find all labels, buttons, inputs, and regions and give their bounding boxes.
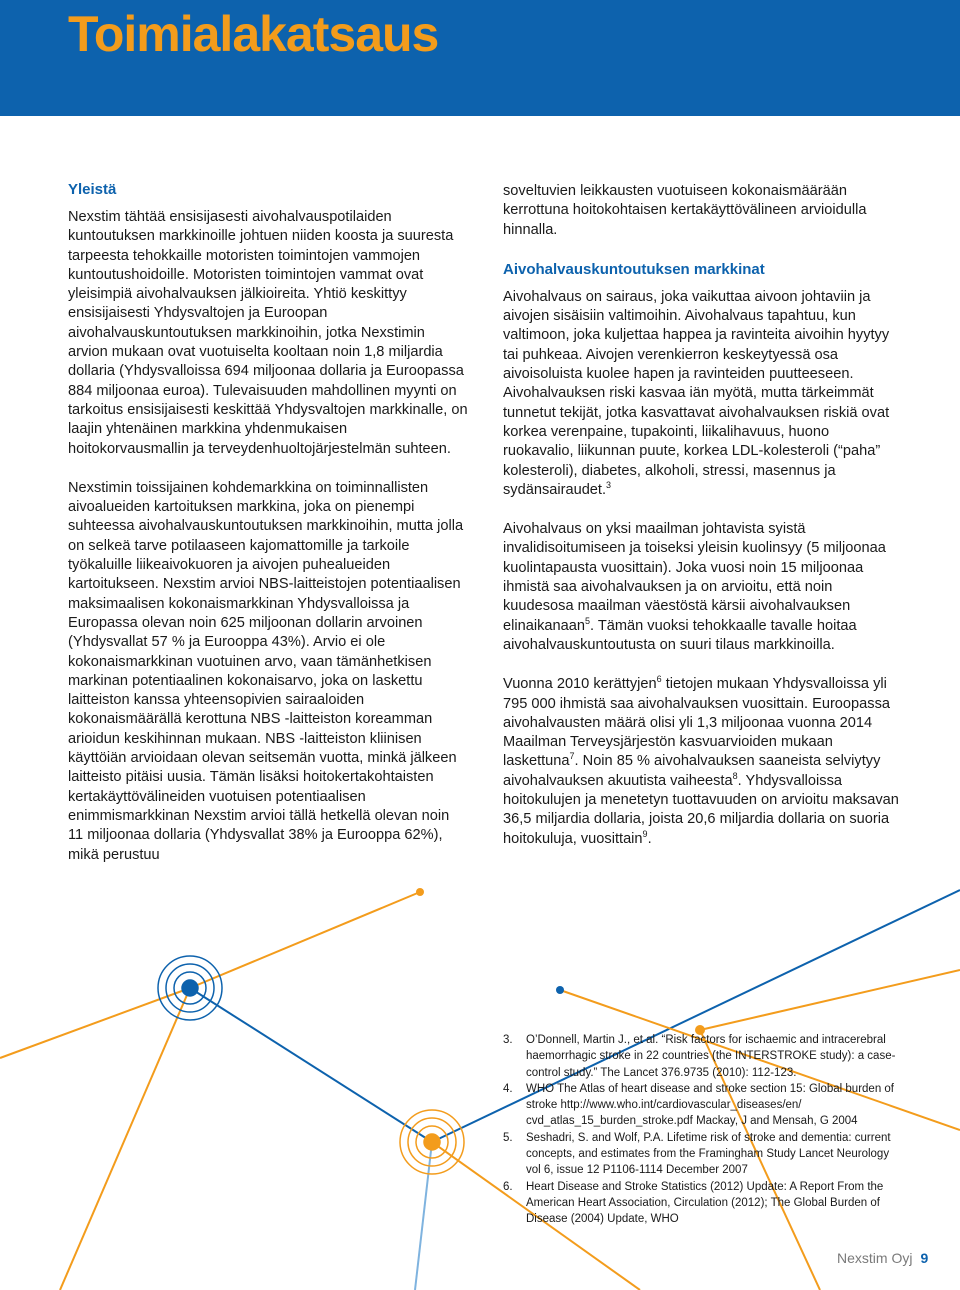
network-line (190, 988, 432, 1142)
footnote-item: 5. Seshadri, S. and Wolf, P.A. Lifetime risk of stroke and dementia: current concepts, and estimates from the Framingham Study Lancet Neurology vol 6, issue 12 P1106-1114 December 2007 (503, 1131, 891, 1177)
network-node (416, 888, 424, 896)
network-node-large (158, 956, 222, 1020)
page-footer (837, 1250, 928, 1266)
right-column (503, 182, 903, 869)
footnote-item: 4. WHO The Atlas of heart disease and stroke section 15: Global burden of stroke http://www.who.int/cardiovascular_diseases/en/ cvd_atlas_15_burden_stroke.pdf Mackay, J and Mensah, G 2004 (503, 1082, 894, 1128)
paragraph: Nexstim tähtää ensisijasesti aivohalvauspotilaiden kuntoutuksen markkinoille johtuen niiden koosta ja suuresta tarpeesta tehokkaille motoristen toimintojen vammojen kuntoutushoidoille. Motoristen toimintojen vammat ovat yleisimpiä aivohalvauksen jälkioireita. Yhtiö keskittyy ensisijaisesti Yhdysvaltojen ja Euroopan aivohalvauskuntoutuksen markkinoihin, jotka Nexstimin arvion mukaan ovat vuotuiselta kooltaan noin 1,8 miljardia dollaria (Yhdysvalloissa 694 miljoonaa dollaria ja Euroopassa 884 miljoonaa euroa). Tulevaisuuden mahdollinen myynti on tarkoitus ensisijaisesti keskittää Yhdysvaltojen markkinalle, on laajin yhtenäinen markkina yhdenmukaisen hoitokorvausmallin ja terveydenhuoltojärjestelmän suhteen. (68, 209, 468, 457)
page-title: Toimialakatsaus (68, 6, 439, 62)
paragraph: Vuonna 2010 kerättyjen$^6$ tietojen mukaan Yhdysvalloissa yli 795 000 ihmistä saa aivohalvauksen vuosittain. Euroopassa aivohalvausten määrä olisi yli 1,3 miljoonaa vuonna 2014 Maailman Terveysjärjestön kasvuarvioiden mukaan laskettuna$^7$. Noin 85 % aivohalvauksen saaneista selviytyy aivohalvauksen akuutista vaiheesta$^8$. Yhdysvalloissa hoitokulujen ja menetetyn tuottavuuden on arvioitu maksavan 36,5 miljardia dollaria, joista 20,6 miljardia dollaria on suoria hoitokuluja, vuosittain$^9$. (503, 674, 899, 847)
footnote-item: 6. Heart Disease and Stroke Statistics (2012) Update: A Report From the American Heart Association, Circulation (2012); The Global Burden of Disease (2004) Update, WHO (503, 1180, 884, 1226)
network-line (60, 988, 190, 1290)
section-heading-yleista: Yleistä (68, 181, 117, 198)
paragraph: Nexstimin toissijainen kohdemarkkina on toiminnallisten aivoalueiden kartoituksen markkina, joka on pienempi suhteessa aivohalvauskuntoutuksen markkinoihin, mutta jolla on selkeä tarve potilaaseen kajomattomille ja tarkoile työkaluille liikeaivokuoren ja aivojen puhealueiden kartoitukseen. Nexstim arvioi NBS-laitteistojen potentiaalisen maksimaalisen kokonaismarkkinan Yhdysvalloissa ja Europassa olevan noin 625 miljoonan dollarin arvoinen (Yhdysvallat 57 % ja Eurooppa 43%). Arvio ei ole kokonaismarkkinan vuotuinen arvo, vaan tämänhetkisen markinan potentiaalinen kokonaisarvo, joka on laskettu laitteiston kanssa yhteensopivien sairaaloiden kokonaismäärällä kerottuna NBS -laitteiston koreamman arioidun keskihinnan mukaan. NBS -laitteiston kliinisen käyttöiän arvioidaan olevan seitsemän vuotta, minkä jälkeen laitteisto pitäisi uusia. Tämän lisäksi hoitokertakohtaisten kertakäyttövälineiden vuotuisen potentiaalisen enimmismarkkinan Nexstim arvioi tällä hetkellä olevan noin 11 miljoonaa dollaria (Yhdysvallat 38% ja Eurooppa 62%), mikä perustuu (68, 479, 464, 863)
section-heading-markkinat: Aivohalvauskuntoutuksen markkinat (503, 260, 765, 278)
network-line (190, 892, 420, 988)
network-line (700, 970, 960, 1030)
paragraph: Aivohalvaus on yksi maailman johtavista syistä invalidisoitumiseen ja toiseksi yleisin kuolinsyy (5 miljoonaa kuolintapausta vuosittain). Joka vuosi noin 15 miljoonaa ihmistä saa aivohalvauksen ja on arvioitu, että noin kuudesosa maailman väestöstä kärsii aivohalvauksen elinaikanaan$^5$. Tämän vuoksi tehokkaalle tavalle hoitaa aivohalvauskuntoutusta on suuri tilaus markkinoilla. (503, 521, 886, 653)
paragraph: Aivohalvaus on sairaus, joka vaikuttaa aivoon johtaviin ja aivojen sisäisiin valtimoihin. Aivohalvaus tapahtuu, kun valtimoon, joka kuljettaa happea ja ravinteita aivoihin hyytyy tai puhkeaa. Aivojen verenkierron keskeytyessä osa aivoisoluista kuolee hapen ja ravinteiden puutteeseen. Aivohalvauksen riski kasvaa iän myötä, mutta tärkeimmät tunnetut tekijät, jotka kasvattavat aivohalvauksen riskiä ovat korkea verenpaine, tupakointi, liikalihavuus, huono ruokavalio, liikunnan puute, korkea LDL-kolesteroli (“paha” kolesteroli), diabetes, alkoholi, stressi, masennus ja sydänsairaudet.$^3$ (503, 288, 890, 498)
paragraph: soveltuvien leikkausten vuotuiseen kokonaismäärään kerrottuna hoitokohtaisen kertakäyttövälineen arvioidulla hinnalla. (503, 183, 867, 238)
footer-company: Nexstim Oyj (837, 1250, 913, 1266)
network-node-large (400, 1110, 464, 1174)
footnotes (503, 1032, 903, 1228)
footnote-item: 3. O’Donnell, Martin J., et al. “Risk factors for ischaemic and intracerebral haemorrhagic stroke in 22 countries (the INTERSTROKE study): a case-control study.” The Lancet 376.9735 (2010): 112-123. (503, 1034, 896, 1079)
page-number: 9 (920, 1250, 929, 1266)
header-band (0, 0, 960, 116)
network-node (556, 986, 564, 994)
network-line (0, 988, 190, 1058)
left-column (68, 180, 468, 885)
